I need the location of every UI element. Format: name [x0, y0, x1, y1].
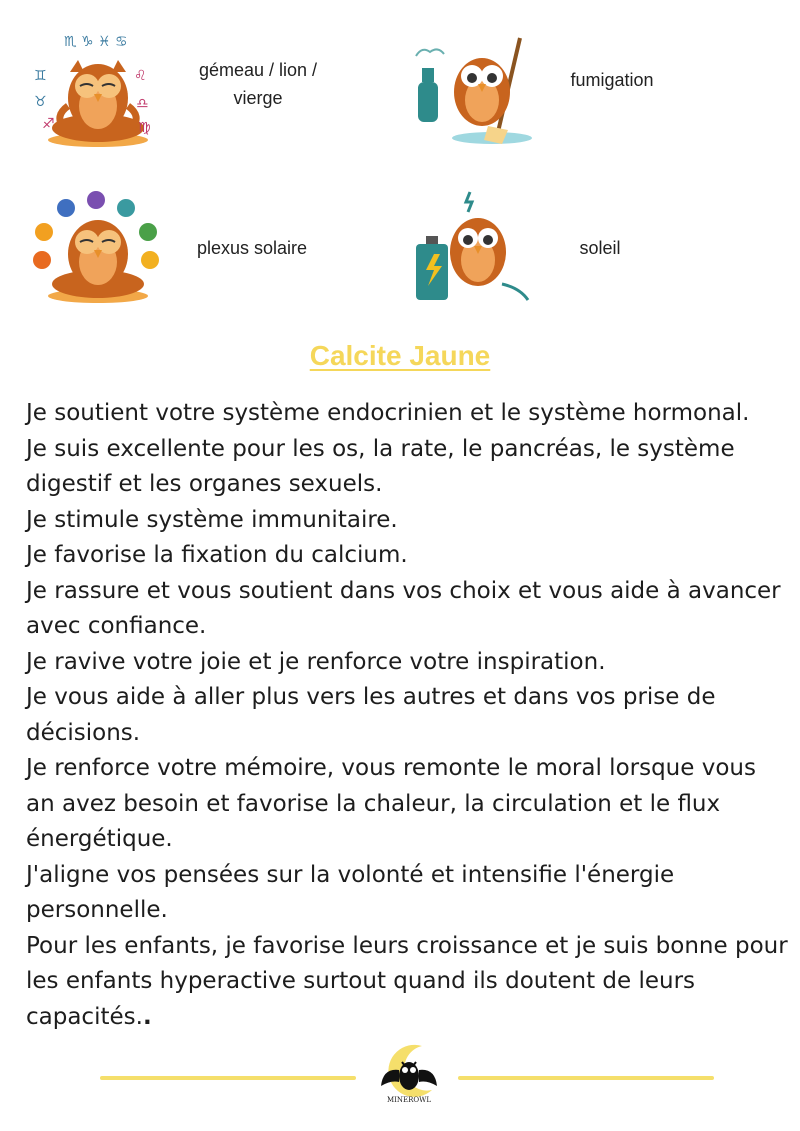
- description-body: [26, 396, 791, 1035]
- footer-rule-left: [100, 1076, 356, 1080]
- category-label-zodiac: gémeau / lion / vierge: [198, 60, 318, 108]
- paragraph: Je soutient votre système endocrinien et le système hormonal.: [26, 400, 750, 426]
- svg-text:♎: ♎: [136, 96, 149, 112]
- footer-rule-right: [458, 1076, 714, 1080]
- svg-text:♊: ♊: [34, 68, 47, 84]
- svg-text:♍: ♍: [138, 120, 151, 136]
- paragraph: Je stimule système immunitaire.: [26, 506, 398, 533]
- page-title: Calcite Jaune: [309, 340, 491, 371]
- logo-text: MINEROWL: [386, 1096, 432, 1104]
- svg-text:♉: ♉: [34, 94, 47, 110]
- paragraph: Je favorise la fixation du calcium.: [26, 542, 408, 568]
- minerowl-logo: [378, 1040, 440, 1110]
- paragraph: J'aligne vos pensées sur la volonté et intensifie l'énergie personnelle.: [26, 861, 675, 923]
- paragraph: Je rassure et vous soutient dans vos choix et vous aide à avancer avec confiance.: [26, 577, 781, 639]
- category-label-cleansing: fumigation: [570, 70, 654, 90]
- paragraph: Je renforce votre mémoire, vous remonte le moral lorsque vous an avez besoin et favorise la chaleur, la circulation et le flux énergétique.: [26, 755, 756, 852]
- paragraph-last-period: .: [142, 1003, 152, 1030]
- charging-owl-battery-icon: [412, 188, 532, 304]
- category-label-chakra: plexus solaire: [196, 238, 308, 258]
- zodiac-meditating-owl-icon: [32, 28, 162, 150]
- category-label-charging: soleil: [579, 238, 621, 258]
- svg-text:♏ ♑ ♓ ♋: ♏ ♑ ♓ ♋: [64, 34, 128, 50]
- paragraph: Je vous aide à aller plus vers les autres et dans vos prise de décisions.: [26, 684, 716, 746]
- svg-text:♐: ♐: [42, 116, 55, 132]
- paragraph: Je ravive votre joie et je renforce votre inspiration.: [26, 648, 606, 675]
- paragraph: Je suis excellente pour les os, la rate, le pancréas, le système digestif et les organes sexuels.: [26, 435, 735, 497]
- chakra-meditating-owl-icon: [30, 190, 162, 306]
- cleaning-owl-spray-icon: [412, 34, 532, 146]
- paragraph-last-text: Pour les enfants, je favorise leurs croissance et je suis bonne pour les enfants hyperactive surtout quand ils doutent de leurs capacités.: [26, 932, 788, 1030]
- paragraph-last: [26, 929, 791, 1036]
- svg-text:♌: ♌: [134, 68, 147, 84]
